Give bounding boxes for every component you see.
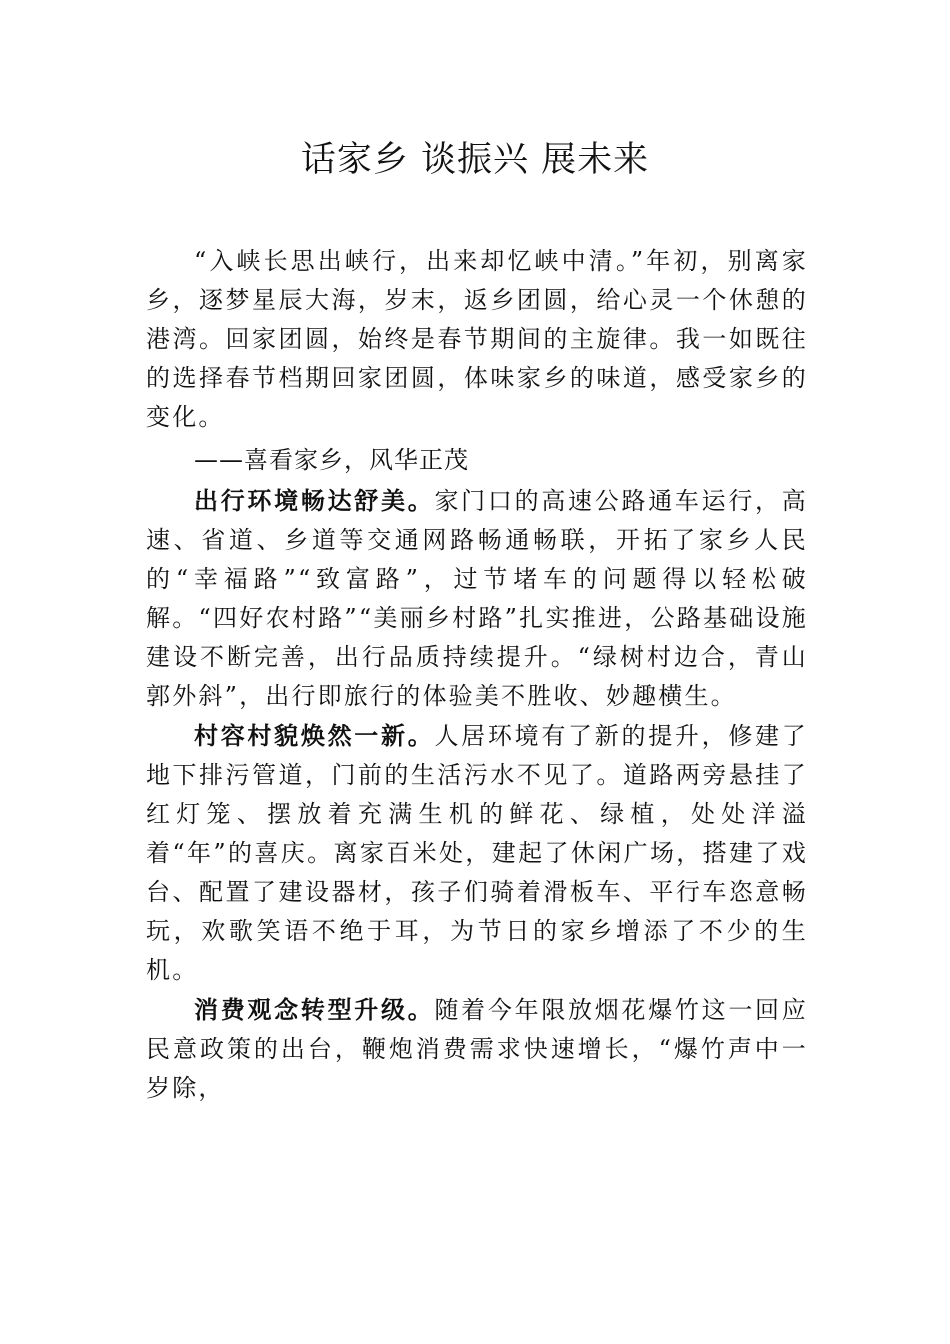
paragraph-lead: 消费观念转型升级。: [194, 995, 435, 1024]
paragraph-text: 随着今年限放烟花爆竹这一回应民意政策的出台，鞭炮消费需求快速增长，“爆竹声中一岁除，: [146, 996, 808, 1102]
document-body: [146, 242, 808, 1108]
paragraph-text: 人居环境有了新的提升，修建了地下排污管道，门前的生活污水不见了。道路两旁悬挂了红灯笼、摆放着充满生机的鲜花、绿植，处处洋溢着“年”的喜庆。离家百米处，建起了休闲广场，搭建了戏台、配置了建设器材，孩子们骑着滑板车、平行车恣意畅玩，欢歌笑语不绝于耳，为节日的家乡增添了不少的生机。: [146, 722, 808, 984]
paragraph-text: 家门口的高速公路通车运行，高速、省道、乡道等交通网路畅通畅联，开拓了家乡人民的“幸福路”“致富路”，过节堵车的问题得以轻松破解。“四好农村路”“美丽乡村路”扎实推进，公路基础设施建设不断完善，出行品质持续提升。“绿树村边合，青山郭外斜”，出行即旅行的体验美不胜收、妙趣横生。: [146, 487, 808, 710]
intro-paragraph: “入峡长思出峡行，出来却忆峡中清。”年初，别离家乡，逐梦星辰大海，岁末，返乡团圆，给心灵一个休憩的港湾。回家团圆，始终是春节期间的主旋律。我一如既往的选择春节档期回家团圆，体味家乡的味道，感受家乡的变化。: [146, 247, 808, 431]
paragraph-lead: 出行环境畅达舒美。: [194, 486, 435, 515]
paragraph-lead: 村容村貌焕然一新。: [194, 721, 435, 750]
paragraph-consumption: [146, 990, 808, 1108]
section-heading: ——喜看家乡，风华正茂: [194, 446, 469, 474]
paragraph-transport: [146, 481, 808, 716]
document-title: 话家乡 谈振兴 展未来: [300, 140, 650, 180]
paragraph-village: [146, 716, 808, 990]
